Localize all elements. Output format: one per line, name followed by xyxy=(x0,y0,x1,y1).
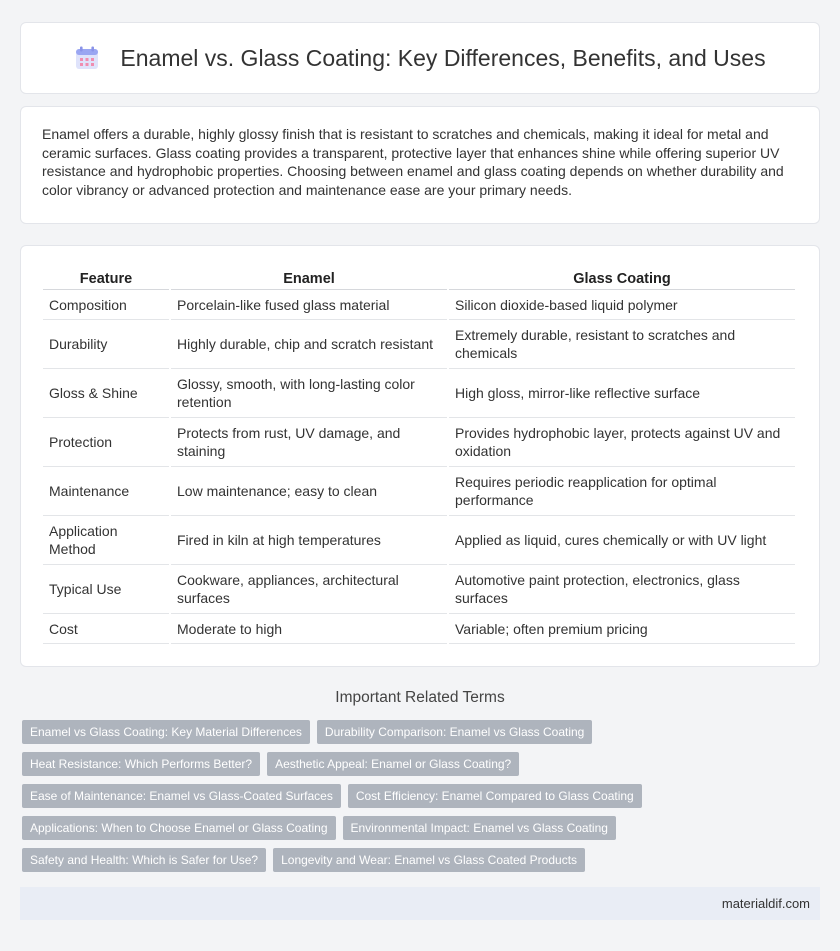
table-row xyxy=(43,467,795,516)
table-row xyxy=(43,565,795,614)
feature-cell: Typical Use xyxy=(43,565,169,614)
enamel-cell: Low maintenance; easy to clean xyxy=(171,467,447,516)
glass-coating-cell: Extremely durable, resistant to scratches and chemicals xyxy=(449,320,795,369)
table-row xyxy=(43,418,795,467)
related-term-tag[interactable]: Aesthetic Appeal: Enamel or Glass Coating? xyxy=(267,752,519,776)
intro-paragraph: Enamel offers a durable, highly glossy finish that is resistant to scratches and chemicals, making it ideal for metal and ceramic surfaces. Glass coating provides a transparent, protective layer that enhances shine while offering superior UV resistance and hydrophobic properties. Choosing between enamel and glass coating depends on whether durability and color vibrancy or advanced protection and maintenance ease are your primary needs. xyxy=(42,126,784,198)
table-row xyxy=(43,516,795,565)
column-header-glass-coating: Glass Coating xyxy=(449,268,795,290)
enamel-cell: Highly durable, chip and scratch resistant xyxy=(171,320,447,369)
feature-cell: Durability xyxy=(43,320,169,369)
enamel-cell: Glossy, smooth, with long-lasting color retention xyxy=(171,369,447,418)
related-term-tag[interactable]: Safety and Health: Which is Safer for Use? xyxy=(22,848,266,872)
related-term-tag[interactable]: Heat Resistance: Which Performs Better? xyxy=(22,752,260,776)
column-header-feature: Feature xyxy=(43,268,169,290)
related-term-tag[interactable]: Longevity and Wear: Enamel vs Glass Coated Products xyxy=(273,848,585,872)
glass-coating-cell: High gloss, mirror-like reflective surface xyxy=(449,369,795,418)
calendar-icon xyxy=(74,45,100,71)
footer-site-link[interactable]: materialdif.com xyxy=(721,896,810,911)
header-card xyxy=(20,22,820,94)
page-title: Enamel vs. Glass Coating: Key Differences, Benefits, and Uses xyxy=(120,44,766,71)
related-term-tag[interactable]: Environmental Impact: Enamel vs Glass Coating xyxy=(343,816,616,840)
comparison-card xyxy=(20,245,820,667)
enamel-cell: Cookware, appliances, architectural surfaces xyxy=(171,565,447,614)
table-row xyxy=(43,320,795,369)
glass-coating-cell: Provides hydrophobic layer, protects against UV and oxidation xyxy=(449,418,795,467)
feature-cell: Gloss & Shine xyxy=(43,369,169,418)
column-header-enamel: Enamel xyxy=(171,268,447,290)
glass-coating-cell: Variable; often premium pricing xyxy=(449,614,795,644)
related-term-tag[interactable]: Enamel vs Glass Coating: Key Material Differences xyxy=(22,720,310,744)
glass-coating-cell: Applied as liquid, cures chemically or with UV light xyxy=(449,516,795,565)
intro-card xyxy=(20,106,820,224)
enamel-cell: Protects from rust, UV damage, and staining xyxy=(171,418,447,467)
related-term-tag[interactable]: Cost Efficiency: Enamel Compared to Glass Coating xyxy=(348,784,642,808)
table-row xyxy=(43,614,795,644)
glass-coating-cell: Requires periodic reapplication for optimal performance xyxy=(449,467,795,516)
table-row xyxy=(43,290,795,320)
feature-cell: Maintenance xyxy=(43,467,169,516)
table-row xyxy=(43,369,795,418)
related-term-tag[interactable]: Applications: When to Choose Enamel or Glass Coating xyxy=(22,816,336,840)
related-terms-heading: Important Related Terms xyxy=(335,689,505,706)
related-term-tag[interactable]: Durability Comparison: Enamel vs Glass Coating xyxy=(317,720,592,744)
feature-cell: Composition xyxy=(43,290,169,320)
related-term-tag[interactable]: Ease of Maintenance: Enamel vs Glass-Coated Surfaces xyxy=(22,784,341,808)
glass-coating-cell: Silicon dioxide-based liquid polymer xyxy=(449,290,795,320)
related-terms-list xyxy=(22,720,812,880)
feature-cell: Cost xyxy=(43,614,169,644)
feature-cell: Application Method xyxy=(43,516,169,565)
enamel-cell: Fired in kiln at high temperatures xyxy=(171,516,447,565)
footer xyxy=(20,887,820,920)
enamel-cell: Moderate to high xyxy=(171,614,447,644)
feature-cell: Protection xyxy=(43,418,169,467)
comparison-table xyxy=(41,268,797,644)
enamel-cell: Porcelain-like fused glass material xyxy=(171,290,447,320)
glass-coating-cell: Automotive paint protection, electronics, glass surfaces xyxy=(449,565,795,614)
table-header-row xyxy=(43,268,795,290)
